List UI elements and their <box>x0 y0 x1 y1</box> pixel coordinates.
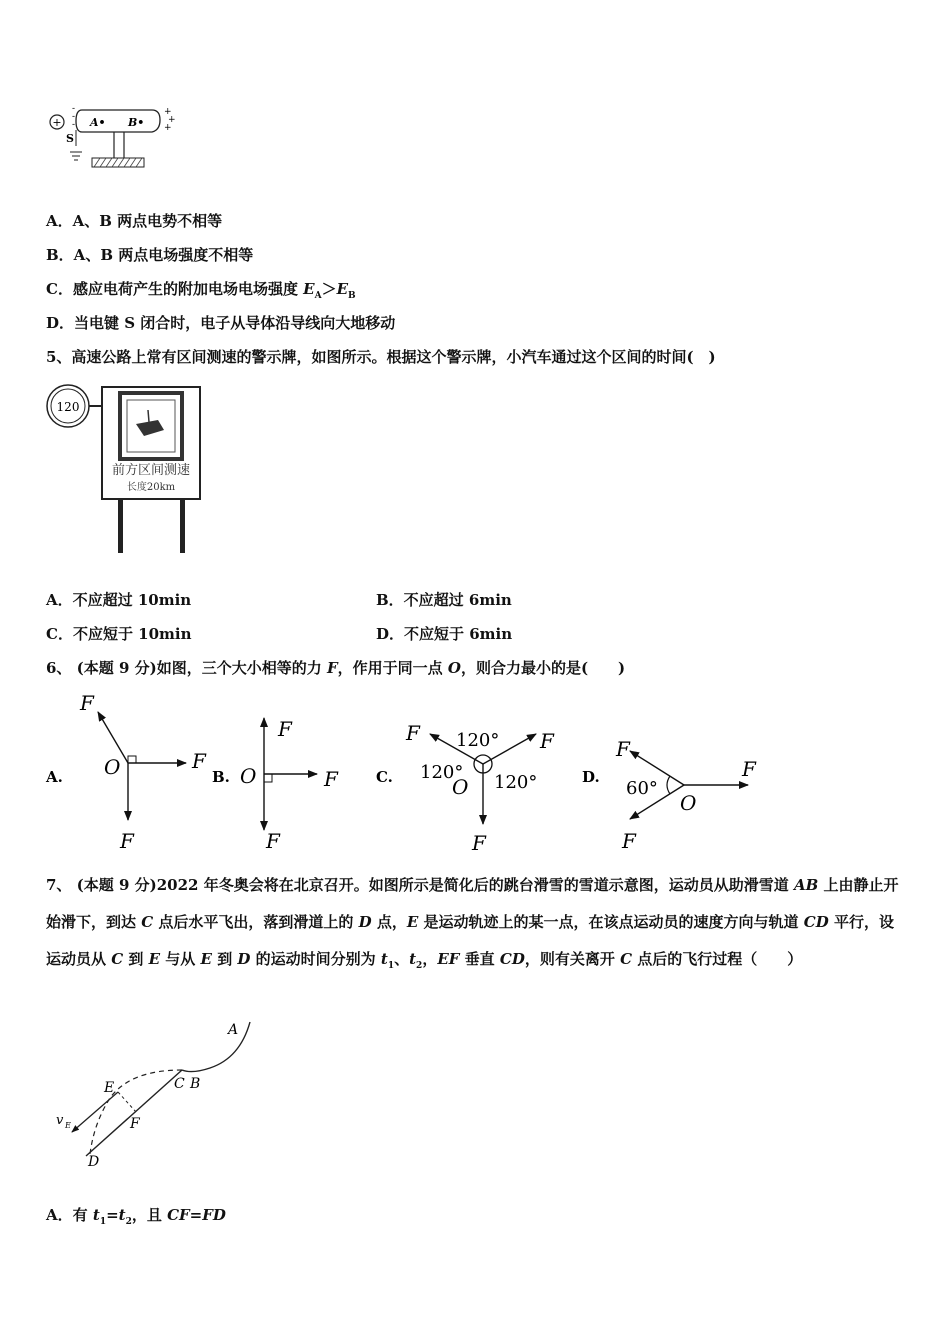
q7-option-a-t1: t <box>92 1206 100 1224</box>
field-eb: E <box>336 280 349 298</box>
q7-stem <box>46 867 908 985</box>
field-eb-sub: B <box>348 291 356 301</box>
q5-option-d: D．不应短于 6min <box>376 625 513 643</box>
q6-force-diagrams <box>40 688 770 858</box>
svg-text:-: - <box>72 104 76 114</box>
q7-t1: t <box>380 950 388 968</box>
q4-option-c <box>46 279 356 306</box>
q7-stem-5: 是运动轨迹上的某一点，在该点运动员的速度方向与轨道 <box>418 913 804 931</box>
q7-option-a-rel: CF=FD <box>167 1206 226 1224</box>
q7-stem-12: ，则有关离开 <box>524 950 621 968</box>
charge-plus-symbol: + <box>52 116 62 129</box>
q6-b-force-2: F <box>324 767 338 791</box>
speed-limit-value: 120 <box>56 400 80 414</box>
q7-fig-d: D <box>88 1154 100 1170</box>
q7-stem-9: 的运动时间分别为 <box>250 950 381 968</box>
q4-option-a: A．A、B 两点电势不相等 <box>46 212 223 230</box>
q7-ski-jump-figure <box>50 1018 260 1176</box>
q6-a-force-2: F <box>192 749 206 773</box>
q7-cd: CD <box>803 913 829 931</box>
q7-c: C <box>141 913 154 931</box>
q6-a-force-3: F <box>120 829 134 853</box>
q6-a-force-1: F <box>80 691 94 715</box>
field-ea: E <box>303 280 315 298</box>
q7-d-2: D <box>237 950 251 968</box>
q7-t2-sub: 2 <box>416 961 423 971</box>
q6-c-angle-top: 120° <box>456 730 500 751</box>
q6-c-origin: O <box>452 775 469 799</box>
q6-stem-force: F <box>326 659 338 677</box>
q7-stem-3: 点后水平飞出，落到滑道上的 <box>153 913 359 931</box>
q7-fig-a: A <box>228 1022 239 1038</box>
q7-e: E <box>406 913 419 931</box>
q4-conductor-figure <box>44 102 184 177</box>
q7-cd-2: CD <box>499 950 525 968</box>
q6-stem <box>46 658 625 678</box>
q5-option-a: A．不应超过 10min <box>46 591 192 609</box>
greater-than: ＞ <box>321 280 337 298</box>
q7-stem-7b: 到 <box>211 950 238 968</box>
q7-sep: 、 <box>394 950 410 968</box>
q7-stem-10: ， <box>422 950 438 968</box>
q7-c-3: C <box>620 950 633 968</box>
q7-stem-13: 点后的飞行过程（ ） <box>632 950 803 968</box>
q6-d-force-1: F <box>616 737 630 761</box>
q5-option-c: C．不应短于 10min <box>46 625 192 643</box>
q7-fig-e: E <box>104 1080 115 1096</box>
q7-c-2: C <box>111 950 124 968</box>
q7-ab: AB <box>793 876 819 894</box>
q7-d: D <box>358 913 372 931</box>
q6-c-force-1: F <box>406 721 420 745</box>
q6-d-angle: 60° <box>626 778 658 799</box>
q4-option-b: B．A、B 两点电场强度不相等 <box>46 246 254 264</box>
q6-label-c: C. <box>376 768 393 786</box>
q7-stem-4: 点， <box>371 913 407 931</box>
q7-stem-2: 上由静止开始滑下，到达 <box>46 876 899 931</box>
q6-d-force-3: F <box>622 829 636 853</box>
svg-text:+: + <box>164 107 172 117</box>
q7-option-a-t1-sub: 1 <box>99 1217 107 1227</box>
q6-label-d: D. <box>582 768 600 786</box>
q6-a-origin: O <box>104 755 121 779</box>
q7-option-a-prefix: A．有 <box>46 1206 93 1224</box>
q7-option-a-eq: = <box>106 1206 119 1224</box>
sign-title: 前方区间测速 <box>111 463 191 478</box>
q6-c-angle-left: 120° <box>420 762 464 783</box>
q6-label-b: B. <box>212 768 230 786</box>
q7-stem-6: 平行，设运动员从 <box>46 913 894 968</box>
q7-stem-11: 垂直 <box>459 950 500 968</box>
q5-stem: 5、高速公路上常有区间测速的警示牌，如图所示。根据这个警示牌，小汽车通过这个区间的时间( ) <box>46 348 716 366</box>
svg-text:-: - <box>72 120 76 130</box>
svg-text:+: + <box>168 115 176 125</box>
q6-c-force-2: F <box>540 729 554 753</box>
q6-stem-mid: ，作用于同一点 <box>337 659 448 677</box>
q7-ef: EF <box>437 950 460 968</box>
q6-d-origin: O <box>680 791 697 815</box>
q6-stem-text: 6、 (本题 9 分)如图，三个大小相等的力 <box>46 659 327 677</box>
field-ea-sub: A <box>314 291 322 301</box>
point-a-label: A• <box>90 116 106 129</box>
q7-option-a-t2: t <box>118 1206 126 1224</box>
q7-fig-b: B <box>190 1076 201 1092</box>
q6-stem-origin: O <box>447 659 461 677</box>
q7-fig-ve-sub: E <box>65 1121 71 1130</box>
q6-c-angle-right: 120° <box>494 772 538 793</box>
q7-e-3: E <box>200 950 212 968</box>
sign-length: 长度20km <box>126 482 176 493</box>
svg-text:+: + <box>164 123 172 133</box>
q7-stem-7: 到 <box>123 950 149 968</box>
q7-option-a <box>46 1205 226 1232</box>
q6-c-force-3: F <box>472 831 486 855</box>
q4-option-d: D．当电键 S 闭合时，电子从导体沿导线向大地移动 <box>46 314 396 332</box>
q7-fig-ve: v <box>56 1113 64 1128</box>
switch-s-label: S <box>66 132 74 145</box>
q7-t1-sub: 1 <box>387 961 395 971</box>
q6-label-a: A. <box>46 768 63 786</box>
q6-stem-suffix: ，则合力最小的是( ) <box>460 659 626 677</box>
q7-fig-f: F <box>130 1116 140 1132</box>
q7-option-a-mid: ，且 <box>131 1206 168 1224</box>
q6-b-origin: O <box>240 764 257 788</box>
q5-speed-sign-figure <box>44 380 214 560</box>
q4-option-c-text: C．感应电荷产生的附加电场电场强度 <box>46 280 304 298</box>
q7-e-2: E <box>148 950 161 968</box>
q6-b-force-3: F <box>266 829 280 853</box>
q7-fig-c: C <box>174 1076 185 1092</box>
q6-b-force-1: F <box>278 717 292 741</box>
svg-text:-: - <box>72 112 76 122</box>
q5-option-b: B．不应超过 6min <box>376 591 512 609</box>
q7-stem-1: 7、 (本题 9 分)2022 年冬奥会将在北京召开。如图所示是简化后的跳台滑雪的雪道示意图，运动员从助滑雪道 <box>46 876 794 894</box>
point-b-label: B• <box>128 116 145 129</box>
q7-t2: t <box>409 950 417 968</box>
q7-stem-8: 与从 <box>160 950 201 968</box>
q6-d-force-2: F <box>742 757 756 781</box>
q7-option-a-t2-sub: 2 <box>125 1217 132 1227</box>
